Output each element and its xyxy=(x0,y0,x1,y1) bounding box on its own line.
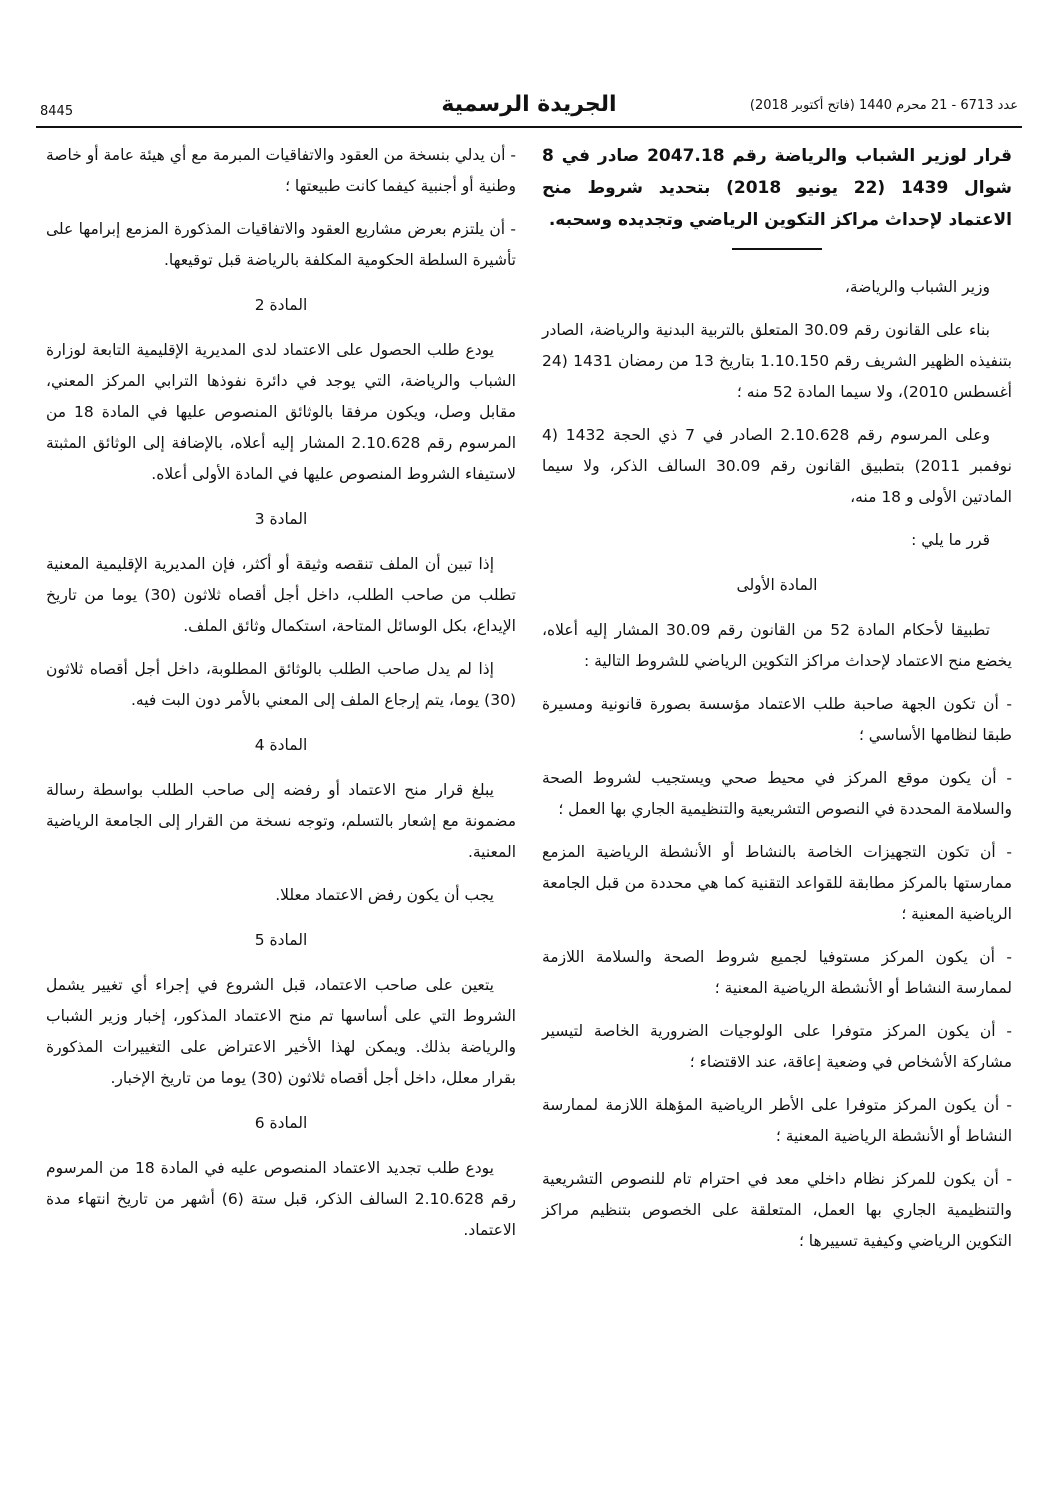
article-3-text-1: إذا تبين أن الملف تنقصه وثيقة أو أكثر، فإن المديرية الإقليمية المعنية تطلب من صاحب الطلب، داخل أجل أقصاه ثلاثون (30) يوما من تاريخ الإيداع، بكل الوسائل المتاحة، استكمال وثائق الملف. xyxy=(46,555,516,635)
decree-title: قرار لوزير الشباب والرياضة رقم 2047.18 صادر في 8 شوال 1439 (22 يونيو 2018) بتحديد شروط منح الاعتماد لإحداث مراكز التكوين الرياضي وتجديده وسحبه. xyxy=(542,146,1012,230)
article-6-title: المادة 6 xyxy=(254,1114,308,1132)
article-2-title: المادة 2 xyxy=(254,296,308,314)
condition-item: - أن يكون المركز مستوفيا لجميع شروط الصحة والسلامة اللازمة لممارسة النشاط أو الأنشطة الرياضية المعنية ؛ xyxy=(542,948,1012,997)
page-number: 8445 xyxy=(40,104,74,119)
article-3-title: المادة 3 xyxy=(254,510,308,528)
article-6-text: يودع طلب تجديد الاعتماد المنصوص عليه في المادة 18 من المرسوم رقم 2.10.628 السالف الذكر، قبل ستة (6) أشهر من تاريخ انتهاء مدة الاعتماد. xyxy=(46,1159,516,1239)
title-separator xyxy=(732,248,822,250)
article-4-title: المادة 4 xyxy=(254,736,308,754)
condition-item: - أن يكون المركز متوفرا على الولوجيات الضرورية الخاصة لتيسير مشاركة الأشخاص في وضعية إعاقة، عند الاقتضاء ؛ xyxy=(542,1022,1012,1071)
article-4-text-2: يجب أن يكون رفض الاعتماد معللا. xyxy=(275,886,494,904)
article-3-text-2: إذا لم يدل صاحب الطلب بالوثائق المطلوبة، داخل أجل أقصاه ثلاثون (30) يوما، يتم إرجاع الملف إلى المعني بالأمر دون البت فيه. xyxy=(46,660,516,709)
condition-item: - أن تكون الجهة صاحبة طلب الاعتماد مؤسسة بصورة قانونية ومسيرة طبقا لنظامها الأساسي ؛ xyxy=(542,695,1012,744)
issue-info: عدد 6713 - 21 محرم 1440 (فاتح أكتوبر 2018) xyxy=(749,98,1018,113)
condition-item: - أن يكون موقع المركز في محيط صحي ويستجيب لشروط الصحة والسلامة المحددة في النصوص التشريعية والتنظيمية الجاري بها العمل ؛ xyxy=(542,769,1012,818)
minister-line: وزير الشباب والرياضة، xyxy=(844,278,990,296)
left-column xyxy=(46,140,516,1258)
article-4-text-1: يبلغ قرار منح الاعتماد أو رفضه إلى صاحب الطلب بواسطة رسالة مضمونة مع إشعار بالتسلم، وتوجه نسخة من القرار إلى الجامعة الرياضية المعنية. xyxy=(46,781,516,861)
condition-item: - أن تكون التجهيزات الخاصة بالنشاط أو الأنشطة الرياضية المزمع ممارستها بالمركز مطابقة للقواعد التقنية كما هي محددة من قبل الجامعة الرياضية المعنية ؛ xyxy=(542,843,1012,923)
considering-1: بناء على القانون رقم 30.09 المتعلق بالتربية البدنية والرياضة، الصادر بتنفيذه الظهير الشريف رقم 1.10.150 بتاريخ 13 من رمضان 1431 (24 أغسطس 2010)، ولا سيما المادة 52 منه ؛ xyxy=(542,321,1012,401)
article-1-intro: تطبيقا لأحكام المادة 52 من القانون رقم 30.09 المشار إليه أعلاه، يخضع منح الاعتماد لإحداث مراكز التكوين الرياضي للشروط التالية : xyxy=(542,621,1012,670)
gazette-title: الجريدة الرسمية xyxy=(441,92,617,117)
page-header xyxy=(36,92,1022,128)
condition-item: - أن يدلي بنسخة من العقود والاتفاقيات المبرمة مع أي هيئة عامة أو خاصة وطنية أو أجنبية كيفما كانت طبيعتها ؛ xyxy=(46,146,516,195)
article-5-text: يتعين على صاحب الاعتماد، قبل الشروع في إجراء أي تغيير يشمل الشروط التي على أساسها تم منح الاعتماد المذكور، إخبار وزير الشباب والرياضة بذلك. ويمكن لهذا الأخير الاعتراض على التغييرات المذكورة بقرار معلل، داخل أجل أقصاه ثلاثون (30) يوما من تاريخ الإخبار. xyxy=(46,976,516,1087)
condition-item: - أن يكون المركز متوفرا على الأطر الرياضية المؤهلة اللازمة لممارسة النشاط أو الأنشطة الرياضية المعنية ؛ xyxy=(542,1096,1012,1145)
considering-2: وعلى المرسوم رقم 2.10.628 الصادر في 7 ذي الحجة 1432 (4 نوفمبر 2011) بتطبيق القانون رقم 30.09 السالف الذكر، ولا سيما المادتين الأولى و 18 منه، xyxy=(542,426,1012,506)
decides-line: قرر ما يلي : xyxy=(911,531,990,549)
article-2-text: يودع طلب الحصول على الاعتماد لدى المديرية الإقليمية التابعة لوزارة الشباب والرياضة، التي يوجد في دائرة نفوذها الترابي المركز المعني، مقابل وصل، ويكون مرفقا بالوثائق المنصوص عليها في المادة 18 من المرسوم رقم 2.10.628 المشار إليه أعلاه، بالإضافة إلى الوثائق المثبتة لاستيفاء الشروط المنصوص عليها في المادة الأولى أعلاه. xyxy=(46,341,517,483)
article-5-title: المادة 5 xyxy=(254,931,308,949)
right-column xyxy=(542,140,1012,1269)
article-1-title: المادة الأولى xyxy=(736,576,818,594)
condition-item: - أن يلتزم بعرض مشاريع العقود والاتفاقيات المذكورة المزمع إبرامها على تأشيرة السلطة الحكومية المكلفة بالرياضة قبل توقيعها. xyxy=(46,220,516,269)
condition-item: - أن يكون للمركز نظام داخلي معد في احترام تام للنصوص التشريعية والتنظيمية الجاري بها العمل، المتعلقة على الخصوص بتنظيم مراكز التكوين الرياضي وكيفية تسييرها ؛ xyxy=(542,1170,1012,1250)
